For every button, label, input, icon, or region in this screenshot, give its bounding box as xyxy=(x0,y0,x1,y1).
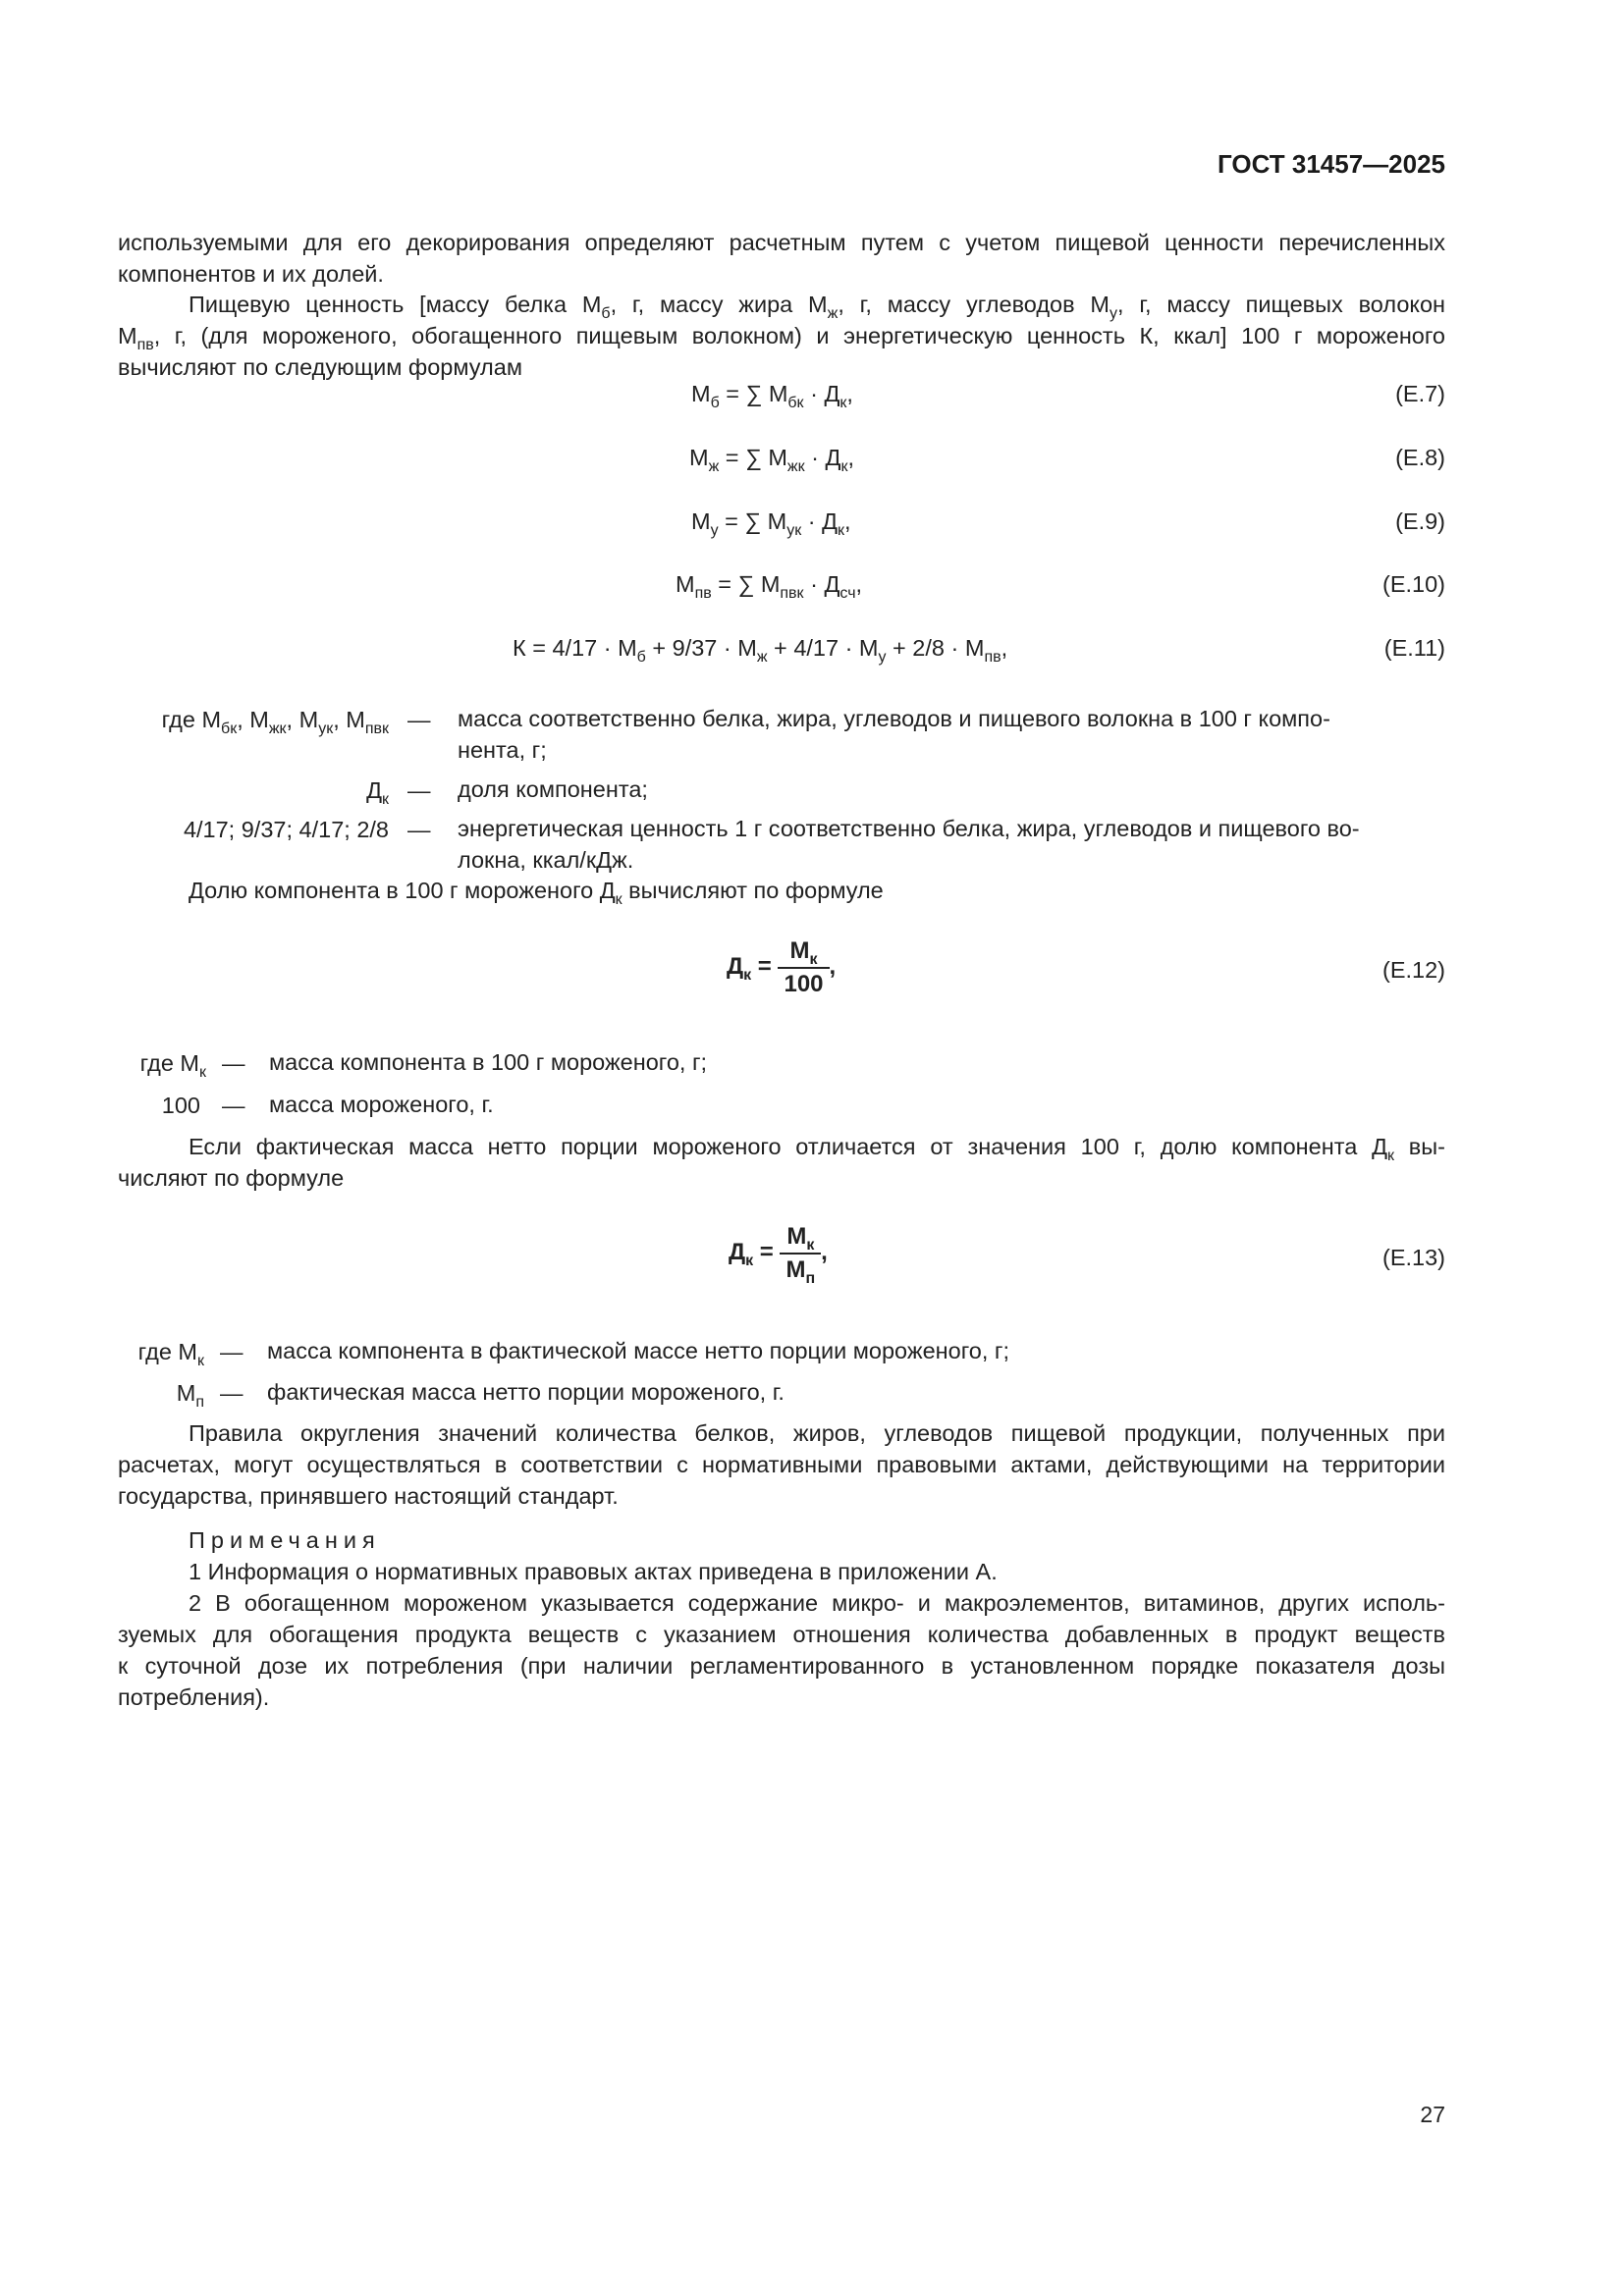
where-term: 4/17; 9/37; 4/17; 2/8 xyxy=(183,817,389,842)
fraction: $\frac{М_к}{100}$ xyxy=(778,937,829,998)
paragraph-1 xyxy=(118,227,1445,290)
dash: — xyxy=(220,1380,244,1406)
paragraph-line: Если фактическая масса нетто порции мороженого отличается от значения 100 г, долю компонента $Д_к$ вы- xyxy=(189,1134,1445,1164)
where-term: где $М_к$ xyxy=(137,1339,204,1369)
equation-number: (Е.10) xyxy=(1382,571,1445,597)
notes-block xyxy=(118,1524,1445,1713)
equation-number: (Е.8) xyxy=(1395,445,1445,470)
fraction: $\frac{М_к}{М_п}$ xyxy=(780,1223,821,1284)
dash: — xyxy=(407,817,431,842)
note-2-line: 2 В обогащенном мороженом указывается содержание микро- и макроэлементов, витаминов, других исполь- xyxy=(189,1590,1445,1616)
where-definition: фактическая масса нетто порции мороженого, г. xyxy=(267,1379,785,1405)
where-term: $Д_к$ xyxy=(366,777,389,808)
paragraph-3: Долю компонента в 100 г мороженого $Д_к$ вычисляют по формуле xyxy=(189,878,884,908)
paragraph-line: расчетах, могут осуществляться в соответствии с нормативными правовыми актами, действующими на территории xyxy=(118,1452,1445,1477)
where-term: где $М_{бк}$, $М_{жк}$, $М_{ук}$, $М_{пвк}$ xyxy=(161,707,389,737)
note-2-line: к суточной дозе их потребления (при наличии регламентированного в установленном порядке показателя дозы xyxy=(118,1653,1445,1679)
formula-e8: $М_ж$ = ∑ $М_{жк} \cdot Д_к$, xyxy=(689,445,854,475)
paragraph-line: Правила округления значений количества белков, жиров, углеводов пищевой продукции, полученных при xyxy=(189,1420,1445,1446)
formula-e10: $М_{пв}$ = ∑ $М_{пвк} \cdot Д_{сч}$, xyxy=(676,571,863,602)
equation-number: (Е.13) xyxy=(1382,1245,1445,1270)
where-term: $М_п$ xyxy=(176,1380,204,1411)
equation-number: (Е.11) xyxy=(1383,635,1445,661)
where-definition: доля компонента; xyxy=(458,776,648,802)
dash: — xyxy=(222,1093,245,1118)
paragraph-2 xyxy=(118,289,1445,383)
note-2-line: потребления). xyxy=(118,1684,270,1710)
formula-e7: $М_б$ = ∑ $М_{бк} \cdot Д_к$, xyxy=(691,381,853,411)
paragraph-line: используемыми для его декорирования определяют расчетным путем с учетом пищевой ценности перечисленных xyxy=(118,230,1445,255)
formula-e9: $М_у$ = ∑ $М_{ук} \cdot Д_к$, xyxy=(691,508,851,539)
paragraph-line: $М_{пв}$, г, (для мороженого, обогащенного пищевым волокном) и энергетическую ценность К, ккал] 100 г мороженого xyxy=(118,323,1445,353)
where-definition: масса мороженого, г. xyxy=(269,1092,494,1117)
dash: — xyxy=(222,1050,245,1076)
page-number: 27 xyxy=(1420,2102,1445,2127)
where-definition: масса компонента в фактической массе нетто порции мороженого, г; xyxy=(267,1338,1009,1363)
formula-e13: $Д_к$ = $\frac{М_к}{М_п}$ , xyxy=(729,1223,828,1287)
notes-title: Примечания xyxy=(189,1527,381,1553)
dash: — xyxy=(220,1339,244,1364)
document-header: ГОСТ 31457—2025 xyxy=(1218,149,1445,179)
equation-number: (Е.12) xyxy=(1382,957,1445,983)
paragraph-line: государства, принявшего настоящий стандарт. xyxy=(118,1483,619,1509)
paragraph-4 xyxy=(118,1131,1445,1194)
dash: — xyxy=(407,777,431,803)
where-definition: масса соответственно белка, жира, углеводов и пищевого волокна в 100 г компо- нента, г; xyxy=(458,706,1330,763)
paragraph-line: числяют по формуле xyxy=(118,1165,345,1191)
paragraph-line: вычисляют по следующим формулам xyxy=(118,354,522,380)
paragraph-line: компонентов и их долей. xyxy=(118,261,384,287)
formula-e11: $К = 4/17 \cdot М_б + 9/37 \cdot М_ж + 4/17 \cdot М_у + 2/8 \cdot М_{пв}$, xyxy=(513,635,1008,666)
dash: — xyxy=(407,707,431,732)
where-definition: масса компонента в 100 г мороженого, г; xyxy=(269,1049,708,1075)
note-2-line: зуемых для обогащения продукта веществ с указанием отношения количества добавленных в продукт веществ xyxy=(118,1622,1445,1647)
equation-number: (Е.7) xyxy=(1395,381,1445,406)
paragraph-line: Пищевую ценность [массу белка $М_б$, г, массу жира $М_ж$, г, массу углеводов $М_у$, г, массу пищевых волокон xyxy=(189,292,1445,322)
paragraph-5 xyxy=(118,1417,1445,1512)
note-1: 1 Информация о нормативных правовых актах приведена в приложении А. xyxy=(189,1559,998,1584)
where-term: где $М_к$ xyxy=(139,1050,206,1081)
formula-e12: $Д_к$ = $\frac{М_к}{100}$ , xyxy=(727,937,837,997)
equation-number: (Е.9) xyxy=(1395,508,1445,534)
where-term: 100 xyxy=(161,1093,200,1118)
where-definition: энергетическая ценность 1 г соответственно белка, жира, углеводов и пищевого во- локна, ккал/кДж. xyxy=(458,816,1360,873)
